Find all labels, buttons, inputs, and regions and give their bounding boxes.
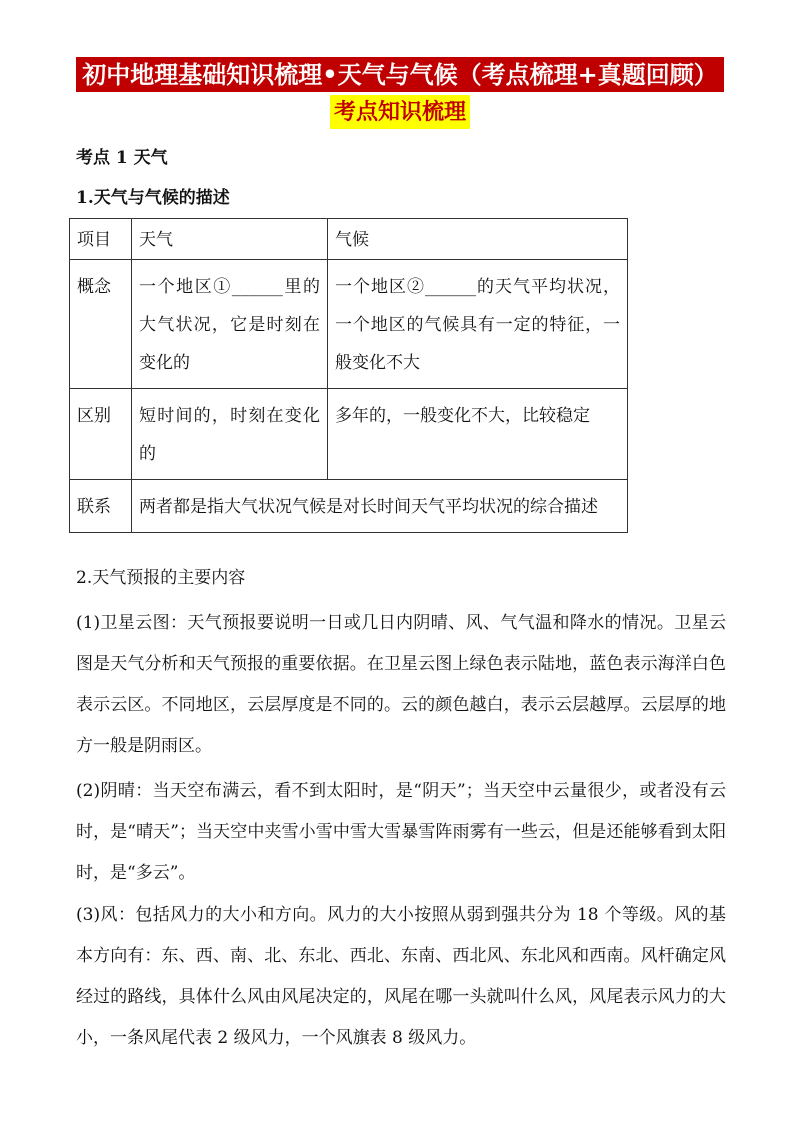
subtitle-wrap <box>0 95 800 129</box>
section2-heading: 2.天气预报的主要内容 <box>76 568 246 588</box>
weather-cell: 一个地区①______里的大气状况，它是时刻在变化的 <box>132 260 328 389</box>
table-header-row <box>70 219 628 260</box>
paragraph-text: (1)卫星云图：天气预报要说明一日或几日内阴晴、风、气气温和降水的情况。卫星云图是天气分析和天气预报的重要依据。在卫星云图上绿色表示陆地，蓝色表示海洋白色表示云区。不同地区，云层厚度是不同的。云的颜色越白，表示云层越厚。云层厚的地方一般是阴雨区。 <box>76 613 726 756</box>
paragraph <box>76 603 726 767</box>
climate-cell: 一个地区②______的天气平均状况，一个地区的气候具有一定的特征，一般变化不大 <box>328 260 628 389</box>
row-label: 概念 <box>70 260 132 389</box>
paragraph <box>76 771 726 894</box>
paragraph-text: (3)风：包括风力的大小和方向。风力的大小按照从弱到强共分为 18 个等级。风的基本方向有：东、西、南、北、东北、西北、东南、西北风、东北风和西南。风杆确定风经过的路线，具体什么风由风尾决定的，风尾在哪一头就叫什么风，风尾表示风力的大小，一条风尾代表 2 级风力，一个风旗表 8 级风力。 <box>76 905 726 1048</box>
climate-cell: 多年的，一般变化不大，比较稳定 <box>328 389 628 480</box>
table-row <box>70 260 628 389</box>
row-label: 区别 <box>70 389 132 480</box>
paragraph <box>76 895 726 1059</box>
section1-heading: 1.天气与气候的描述 <box>76 188 230 208</box>
merged-cell: 两者都是指大气状况气候是对长时间天气平均状况的综合描述 <box>132 480 628 533</box>
section-subtitle: 考点知识梳理 <box>330 95 470 129</box>
weather-cell: 短时间的，时刻在变化的 <box>132 389 328 480</box>
document-title: 初中地理基础知识梳理•天气与气候（考点梳理+真题回顾） <box>76 57 724 92</box>
paragraph-text: (2)阴晴：当天空布满云，看不到太阳时，是“阴天”；当天空中云量很少，或者没有云时，是“晴天”；当天空中夹雪小雪中雪大雪暴雪阵雨雾有一些云，但是还能够看到太阳时，是“多云”。 <box>76 781 726 883</box>
table-header-cell: 天气 <box>132 219 328 260</box>
table-row <box>70 389 628 480</box>
row-label: 联系 <box>70 480 132 533</box>
table-header-cell: 项目 <box>70 219 132 260</box>
weather-climate-table <box>69 218 628 533</box>
table-header-cell: 气候 <box>328 219 628 260</box>
table-row <box>70 480 628 533</box>
kaodian-heading: 考点 1 天气 <box>76 148 168 168</box>
